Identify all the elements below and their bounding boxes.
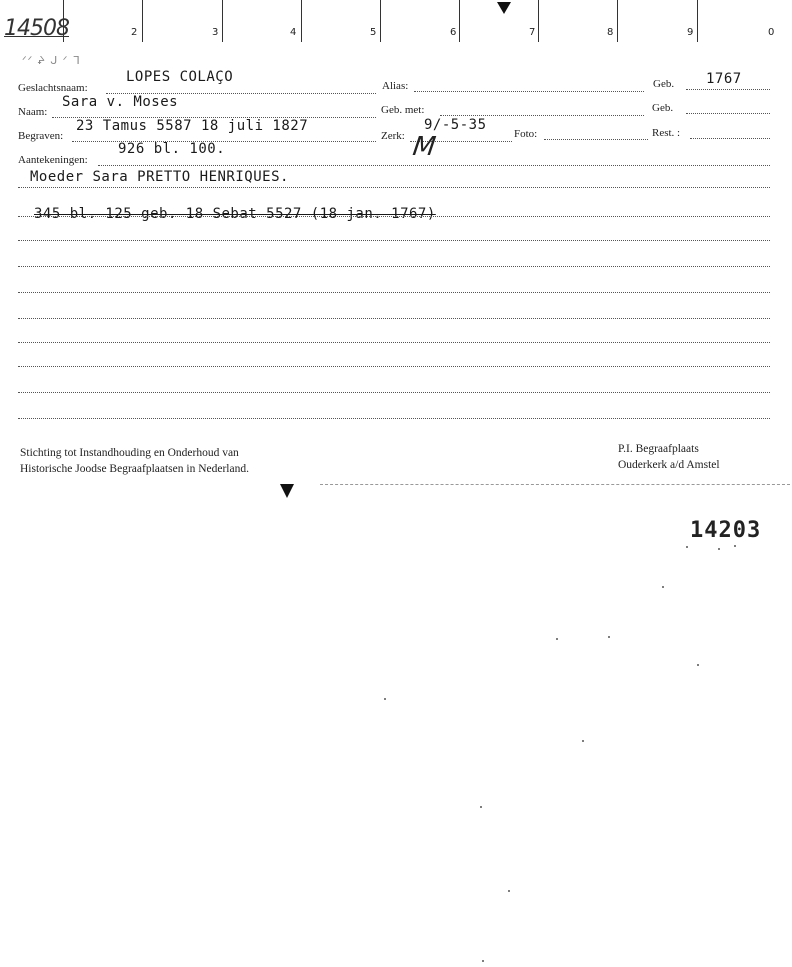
scan-speck [686,546,688,548]
index-number: 3 [212,27,219,38]
born-value: 1767 [706,71,742,87]
index-strip [0,0,792,44]
coffin-label: Zerk: [381,130,405,142]
scan-speck [508,890,510,892]
index-number: 5 [370,27,377,38]
born2-label: Geb. [652,102,674,114]
rest-label: Rest. : [652,127,681,139]
surname-value: LOPES COLAÇO [126,69,234,85]
scan-speck [608,636,610,638]
index-number: 2 [131,27,138,38]
name-value: Sara v. Moses [62,94,179,110]
notes-label: Aantekeningen: [18,154,88,166]
footer-foundation [20,445,249,477]
index-number: 7 [529,27,536,38]
footer-right-line-1: P.I. Begraafplaats [618,443,699,455]
index-number: 4 [290,27,297,38]
alias-label: Alias: [382,80,409,92]
surname-label: Geslachtsnaam: [18,82,88,94]
scan-speck [384,698,386,700]
sort-marker-icon [497,2,511,14]
married-to-label: Geb. met: [381,104,425,116]
note-line-2: 345 bl. 125 geb. 18 Sebat 5527 (18 jan. 1767) [34,206,436,222]
footer-left-line-2: Historische Joodse Begraafplaatsen in Nederland. [20,463,249,475]
footer-right-line-2: Ouderkerk a/d Amstel [618,459,720,471]
card-edge [320,484,790,485]
scan-speck [662,586,664,588]
index-number: 9 [687,27,694,38]
scan-speck [556,638,558,640]
scan-speck [480,806,482,808]
name-label: Naam: [18,106,48,118]
pencil-scribble: ᐟᐟ ᖨ ᒍ ᐟ ᒣ [22,54,81,67]
scan-speck [697,664,699,666]
scan-speck [482,960,484,962]
scan-speck [734,545,736,547]
note-line-1: Moeder Sara PRETTO HENRIQUES. [30,169,289,185]
footer-cemetery [618,441,720,473]
index-number: 0 [768,27,775,38]
buried-value: 23 Tamus 5587 18 juli 1827 [76,118,309,134]
photo-label: Foto: [514,128,538,140]
buried-label: Begraven: [18,130,64,142]
index-number: 6 [450,27,457,38]
coffin-value: 9/-5-35 [424,117,487,133]
notes-ref: 926 bl. 100. [118,141,226,157]
scan-speck [582,740,584,742]
born-label: Geb. [653,78,675,90]
stamp-number: 14203 [690,518,762,543]
handwritten-mark: M [410,132,438,162]
card-number: 14508 [4,16,69,41]
scan-speck [718,548,720,550]
sort-marker-icon [280,484,294,498]
footer-left-line-1: Stichting tot Instandhouding en Onderhoud van [20,447,239,459]
index-number: 8 [607,27,614,38]
